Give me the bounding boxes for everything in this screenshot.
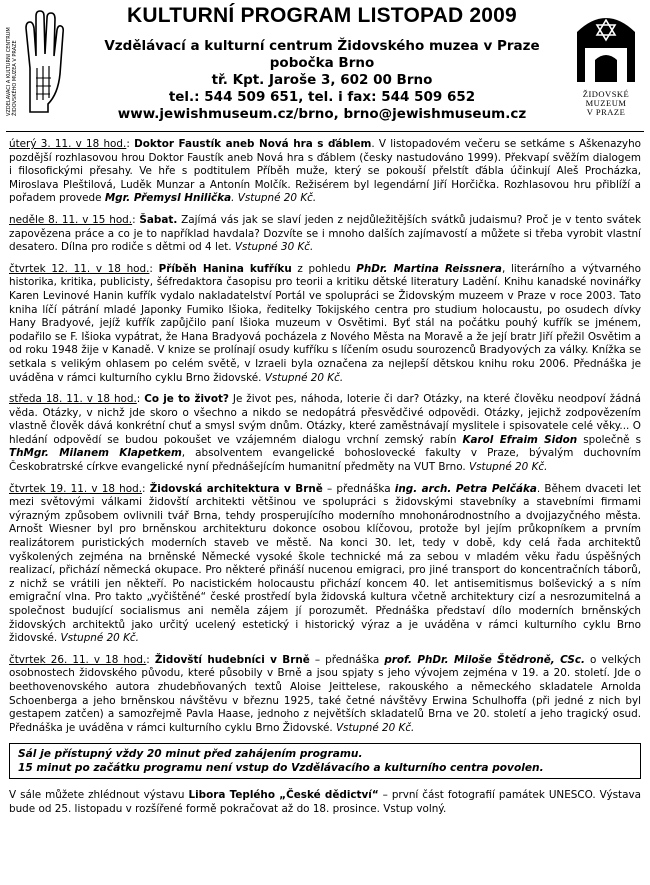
event-date: středa 18. 11. v 18 hod. bbox=[9, 393, 137, 406]
right-logo-line-3: V PRAZE bbox=[586, 107, 626, 117]
event-date: čtvrtek 12. 11. v 18 hod. bbox=[9, 262, 150, 275]
event-title: Co je to život? bbox=[144, 393, 229, 406]
program-content bbox=[9, 138, 641, 825]
event-price: Vstupné 20 Kč. bbox=[469, 461, 548, 474]
event-speaker: Mgr. Přemysl Hnilička bbox=[104, 192, 232, 205]
right-logo-line-1: ŽIDOVSKÉ bbox=[582, 89, 630, 99]
event-title: Doktor Faustík aneb Nová hra s ďáblem bbox=[134, 138, 372, 150]
event-price: Vstupné 30 Kč. bbox=[234, 241, 314, 254]
header-line-org: Vzdělávací a kulturní centrum Židovského muzea v Praze bbox=[104, 38, 540, 54]
event-speaker: ing. arch. Petra Pelčáka bbox=[394, 482, 537, 495]
right-logo-line-2: MUZEUM bbox=[585, 98, 627, 108]
exhibition-note: V sále můžete zhlédnout výstavu Libora Teplého „České dědictví“ – první část fotografií památek UNESCO. Výstava bude od 25. listopadu v rozšířené formě pokračovat až do 18. prosince. Vstup volný. bbox=[9, 789, 641, 815]
header-info bbox=[72, 38, 572, 123]
header-line-web[interactable]: www.jewishmuseum.cz/brno, brno@jewishmuseum.cz bbox=[117, 106, 527, 122]
event-title: Příběh Hanina kufříku bbox=[158, 262, 292, 275]
event-date: čtvrtek 19. 11. v 18 hod. bbox=[9, 482, 142, 495]
event-item: neděle 8. 11. v 15 hod.: Šabat. Zajímá vás jak se slaví jeden z nejdůležitějších svátků judaismu? Proč je v tento svátek zapovězena práce a co je to například havdala? Dozvíte se i mnoho dalších zajímavostí a můžete si třeba vyrobit vlastní desatero. Dílna pro rodiče s dětmi od 4 let. Vstupné 30 Kč. bbox=[9, 213, 641, 254]
event-speaker: prof. PhDr. Miloše Štědroně, CSc. bbox=[384, 653, 585, 666]
event-item: čtvrtek 12. 11. v 18 hod.: Příběh Hanina kufříku z pohledu PhDr. Martina Reissnera, literárního a výtvarného historika, kritika, publicisty, šéfredaktora časopisu pro teorii a kritiku dětské literatury Ladění. Knihu kanadské novinářky Karen Levinové Hanin kufřík vydalo nakladatelství Portál ve spolupráci se Židovským muzeem v Praze v roce 2003. Tato kniha líčí pátrání mladé Japonky Fumiko Išioka, ředitelky Tokijského centra pro studium holocaustu, po osudech dívky Hany Bradyové, jejíž kufřík zapůjčilo paní Išioka muzeum v Osvětimi. Byť stál na počátku pouhý kufřík se jménem, podařilo se F. Išioka vypátrat, že Hana Bradyová pocházela z Nového Města na Moravě a že její bratr Jiří přežil Osvětim a od roku 1948 žije v Kanadě. V knize se prolínají osudy kufříku s líčením osudu sourozenců Bradyových za války. Knížka se setkala s velikým ohlasem po celém světě, v Izraeli byla označena za nejlepší dětskou knihu roku 2006. Přednáška je uváděna v rámci kulturního cyklu Brno židovské. Vstupné 20 Kč. bbox=[9, 262, 641, 384]
event-price: . Vstupné 20 Kč. bbox=[231, 192, 317, 205]
event-date: čtvrtek 26. 11. v 18 hod. bbox=[9, 653, 147, 666]
museum-hand-logo bbox=[6, 8, 66, 118]
event-item: úterý 3. 11. v 18 hod.: Doktor Faustík aneb Nová hra s ďáblem. V listopadovém večeru se setkáme s Aškenazyho pozdější rozhlasovou hrou Doktor Faustík aneb Nová hra s ďáblem (česky nastudováno 1999). Překvapí svěžím dialogem i filosofickými přesahy. Ve hře s podtitulem Příběh muže, který se pokouší přelstít ďábla účinkují Aleš Procházka, Miroslava Pleštilová, Luděk Munzar a Antonín Molčík. Režisérem byl legendární Jiří Horčička. Rozhlasovou hru přiblíží a pořadem provede Mgr. Přemysl Hnilička. Vstupné 20 Kč. bbox=[9, 138, 642, 205]
notice-line-1: Sál je přístupný vždy 20 minut před zahájením programu. bbox=[18, 748, 363, 761]
notice-line-2: 15 minut po začátku programu není vstup do Vzdělávacího a kulturního centra povolen. bbox=[18, 762, 544, 775]
entry-notice-box bbox=[9, 743, 641, 779]
exhibition-name: Libora Teplého „České dědictví“ bbox=[188, 789, 379, 802]
header-line-address: tř. Kpt. Jaroše 3, 602 00 Brno bbox=[211, 72, 433, 88]
event-price: Vstupné 20 Kč. bbox=[60, 632, 139, 645]
header-divider bbox=[6, 131, 644, 132]
event-title: Židovská architektura v Brně bbox=[149, 482, 323, 495]
header-line-phone: tel.: 544 509 651, tel. i fax: 544 509 652 bbox=[168, 89, 476, 105]
event-price: Vstupné 20 Kč. bbox=[335, 721, 415, 734]
event-speaker: PhDr. Martina Reissnera bbox=[356, 262, 502, 275]
event-item: středa 18. 11. v 18 hod.: Co je to život? Je život pes, náhoda, loterie či dar? Otázky, na které člověku neodpoví žádná věda. Otázky, v nichž jde skoro o všechno a nikdo se nedopátrá přesvědčivé odpovědi. Otázky, jejichž zodpovězením vlastně člověk dává konkrétní chuť a smysl svým dnům. Otázky, které zaměstnávají myslitele i spisovatele celé věky... O hledání odpovědí se budou pokoušet ve vzájemném dialogu vrchní zemský rabín Karol Efraim Sidon společně s ThMgr. Milanem Klapetkem, absolventem evangelické bohoslovecké fakulty v Praze, bývalým duchovním Českobratrské církve evangelické nyní přednášejícím humanitní předměty na VUT Brno. Vstupné 20 Kč. bbox=[9, 393, 642, 474]
event-price: Vstupné 20 Kč. bbox=[264, 371, 344, 384]
page-title: KULTURNÍ PROGRAM LISTOPAD 2009 bbox=[127, 4, 517, 27]
event-speaker: Karol Efraim Sidon bbox=[462, 433, 578, 446]
jewish-museum-logo bbox=[568, 6, 644, 118]
event-title: Židovští hudebníci v Brně bbox=[154, 653, 310, 666]
event-date: úterý 3. 11. v 18 hod. bbox=[9, 138, 127, 150]
event-item: čtvrtek 26. 11. v 18 hod.: Židovští hudebníci v Brně – přednáška prof. PhDr. Miloše Štědroně, CSc. o velkých osobnostech židovského původu, které působily v Brně a jsou spjaty s jeho vývojem zejména v 19. a 20. století. Jde o beethovenovského autora zhudebňovaných textů Aloise Jeittelese, rakouského a německého skladatele Arnolda Schoenberga a jeho brněnskou návštěvu v březnu 1925, také četné návštěvy Erwina Schulhoffa (při jedné z nich byl gestapem zatčen) a samozřejmě Pavla Haase, jednoho z největších skladatelů Brna ve 20. století a jeho tragický osud. Přednáška je uváděna v rámci kulturního cyklu Brno Židovské. Vstupné 20 Kč. bbox=[9, 653, 641, 734]
left-logo-text: VZDĚLÁVACÍ A KULTURNÍ CENTRUM ŽIDOVSKÉHO MUZEA V PRAZE bbox=[6, 27, 18, 116]
event-title: Šabat. bbox=[139, 213, 178, 226]
header-line-branch: pobočka Brno bbox=[269, 55, 375, 71]
event-date: neděle 8. 11. v 15 hod. bbox=[9, 213, 133, 226]
event-speaker: ThMgr. Milanem Klapetkem bbox=[9, 447, 182, 460]
header bbox=[0, 0, 650, 132]
event-item: čtvrtek 19. 11. v 18 hod.: Židovská architektura v Brně – přednáška ing. arch. Petra Pelčáka. Během dvaceti let mezi světovými válkami židovští architekti většinou ve spolupráci s židovskými stavebníky a stavebními firmami výrazným způsobem ovlivnili tvář Brna, tehdy prosperujícího moderního mnohonárodnostního a dvojjazyčného města. Arnošt Wiesner byl pro brněnskou architekturu dokonce osobou klíčovou, protože byl jejím průkopníkem a prvním realizátorem puristických moderních staveb ve městě. Na konci 30. let, tedy v době, kdy celá řada architektů vyškolených zejména na brněnské Německé vysoké škole technické má za sebou v mladém věku řadu úspěšných realizací, přichází německá okupace. Pro některé přináší nucenou emigraci, pro jiné transport do koncentračních táborů, z nichž se vrátili jen někteří. Po nacistickém holocaustu přichází koncem 40. let antisemitismus bolševický a s ním emigrační vlna. Pro takto „vyčištěné“ české prostředí byla židovská kultura včetně architektury cizí a nesrozumitelná a společnost budující socialismus ani neměla zájem jí porozumět. Přednáška představí dílo moderních brněnských židovských architektů jako určitý ucelený estetický i historický výraz a je uváděna v rámci kulturního cyklu Brno židovské. Vstupné 20 Kč. bbox=[9, 482, 641, 645]
